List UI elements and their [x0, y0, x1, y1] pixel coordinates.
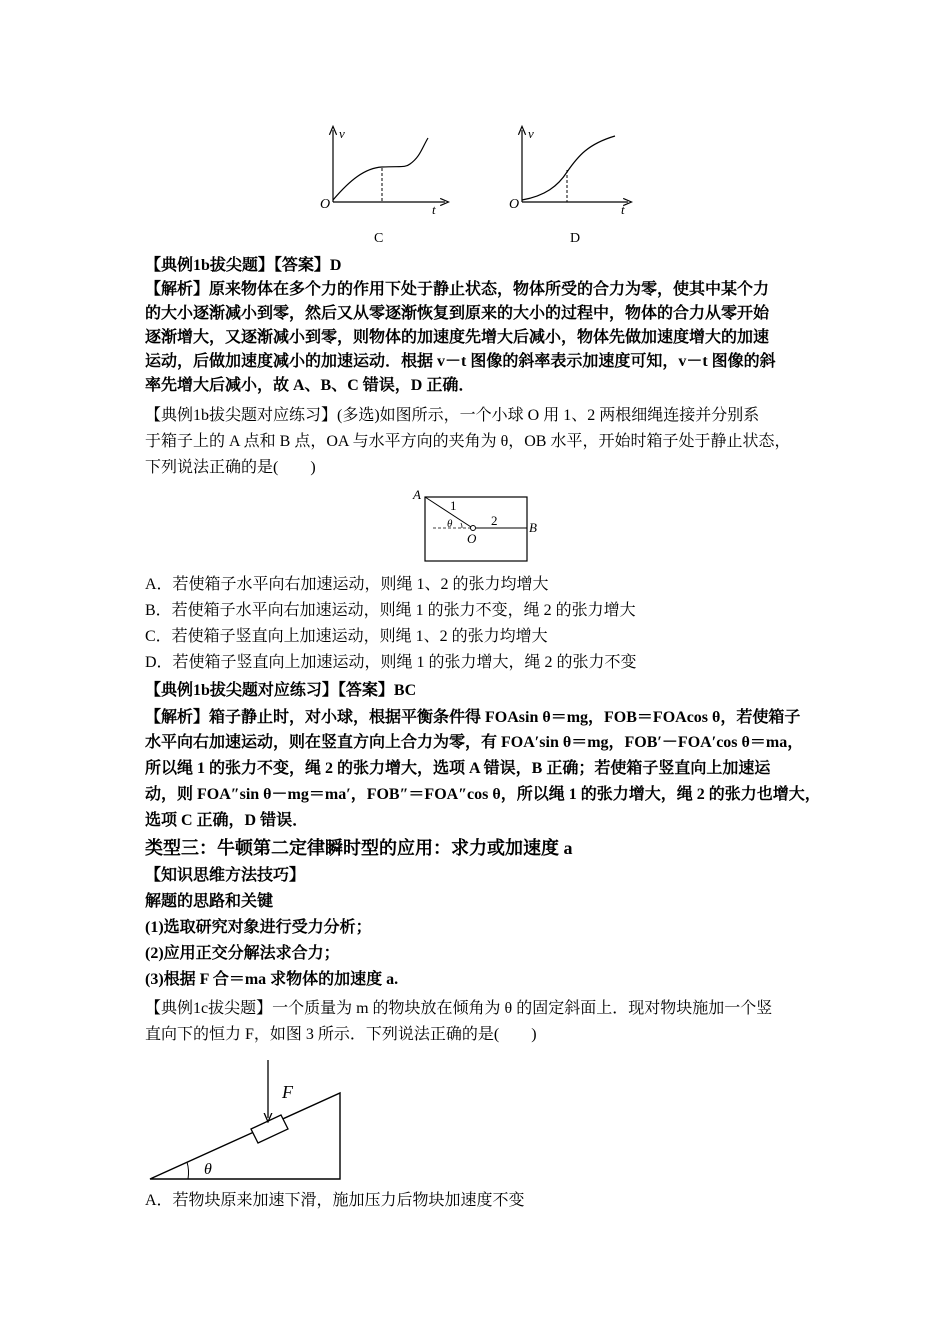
- section-heading: 类型三：牛顿第二定律瞬时型的应用：求力或加速度 a: [145, 838, 573, 858]
- graph-c: [320, 126, 445, 246]
- incline-figure: [140, 1052, 350, 1184]
- practice-analysis-line-1: 【解析】箱子静止时，对小球，根据平衡条件得 FOAsin θ＝mg，FOB＝FOAcos θ，若使箱子: [145, 709, 801, 726]
- example-1b-answer: 【典例1b拔尖题】【答案】D: [145, 257, 342, 274]
- option-b: B．若使箱子水平向右加速运动，则绳 1 的张力不变，绳 2 的张力增大: [145, 602, 636, 619]
- graph-c-caption: C: [374, 231, 384, 246]
- graph-c-o-label: O: [320, 197, 331, 212]
- analysis-line-5: 率先增大后减小，故 A、B、C 错误，D 正确．: [145, 377, 475, 394]
- method-line-1: 解题的思路和关键: [145, 893, 274, 910]
- box-label-o: O: [467, 531, 477, 546]
- graph-d-o-label: O: [509, 197, 520, 212]
- example-1c-option-a: A．若物块原来加速下滑，施加压力后物块加速度不变: [145, 1192, 525, 1209]
- incline-label-f: F: [282, 1082, 293, 1102]
- incline-label-theta: θ: [204, 1161, 212, 1178]
- graph-d-v-label: v: [528, 126, 534, 141]
- option-a: A．若使箱子水平向右加速运动，则绳 1、2 的张力均增大: [145, 576, 549, 593]
- method-line-3: (2)应用正交分解法求合力；: [145, 945, 340, 962]
- box-label-rope1: 1: [450, 498, 457, 513]
- option-c: C．若使箱子竖直向上加速运动，则绳 1、2 的张力均增大: [145, 628, 548, 645]
- practice-question-line-2: 于箱子上的 A 点和 B 点，OA 与水平方向的夹角为 θ，OB 水平，开始时箱子处于静止状态，: [145, 433, 791, 450]
- box-label-b: B: [529, 520, 537, 535]
- example-1c-line-1: 【典例1c拔尖题】一个质量为 m 的物块放在倾角为 θ 的固定斜面上．现对物块施加一个竖: [145, 1000, 773, 1017]
- practice-analysis-line-3: 所以绳 1 的张力不变，绳 2 的张力增大，选项 A 错误，B 正确；若使箱子竖直向上加速运: [145, 760, 771, 777]
- practice-analysis-line-2: 水平向右加速运动，则在竖直方向上合力为零，有 FOA′sin θ＝mg，FOB′－FOA′cos θ＝ma，: [145, 734, 804, 751]
- practice-analysis-line-4: 动，则 FOA″sin θ－mg＝ma′，FOB″＝FOA″cos θ，所以绳 1 的张力增大，绳 2 的张力也增大，: [145, 786, 821, 803]
- practice-question-line-1: 【典例1b拔尖题对应练习】(多选)如图所示，一个小球 O 用 1、2 两根细绳连接并分别系: [145, 407, 760, 424]
- graph-d-caption: D: [570, 231, 581, 246]
- analysis-line-3: 逐渐增大，又逐渐减小到零，则物体的加速度先增大后减小，物体先做加速度增大的加速: [145, 329, 770, 346]
- box-label-theta: θ: [447, 518, 453, 530]
- analysis-line-1: 【解析】原来物体在多个力的作用下处于静止状态，物体所受的合力为零，使其中某个力: [145, 281, 770, 298]
- graph-d-t-label: t: [621, 202, 625, 217]
- method-line-2: (1)选取研究对象进行受力分析；: [145, 919, 372, 936]
- box-label-rope2: 2: [491, 513, 498, 528]
- method-line-4: (3)根据 F 合＝ma 求物体的加速度 a.: [145, 971, 399, 988]
- practice-answer: 【典例1b拔尖题对应练习】【答案】BC: [145, 682, 417, 699]
- graph-c-v-label: v: [339, 126, 345, 141]
- graph-c-t-label: t: [432, 202, 436, 217]
- practice-question-line-3: 下列说法正确的是( ): [145, 459, 316, 476]
- analysis-line-4: 运动，后做加速度减小的加速运动．根据 v－t 图像的斜率表示加速度可知，v－t 图像的斜: [145, 353, 776, 370]
- practice-analysis-line-5: 选项 C 正确，D 错误．: [145, 812, 309, 829]
- option-d: D．若使箱子竖直向上加速运动，则绳 1 的张力增大，绳 2 的张力不变: [145, 654, 637, 671]
- method-heading: 【知识思维方法技巧】: [145, 867, 306, 884]
- vt-graphs-figure: [310, 120, 640, 250]
- example-1c-line-2: 直向下的恒力 F，如图 3 所示．下列说法正确的是( ): [145, 1026, 537, 1043]
- analysis-line-2: 的大小逐渐减小到零，然后又从零逐渐恢复到原来的大小的过程中，物体的合力从零开始: [145, 305, 770, 322]
- graph-d: [509, 126, 628, 246]
- box-label-a: A: [413, 487, 421, 502]
- box-figure: [405, 485, 550, 567]
